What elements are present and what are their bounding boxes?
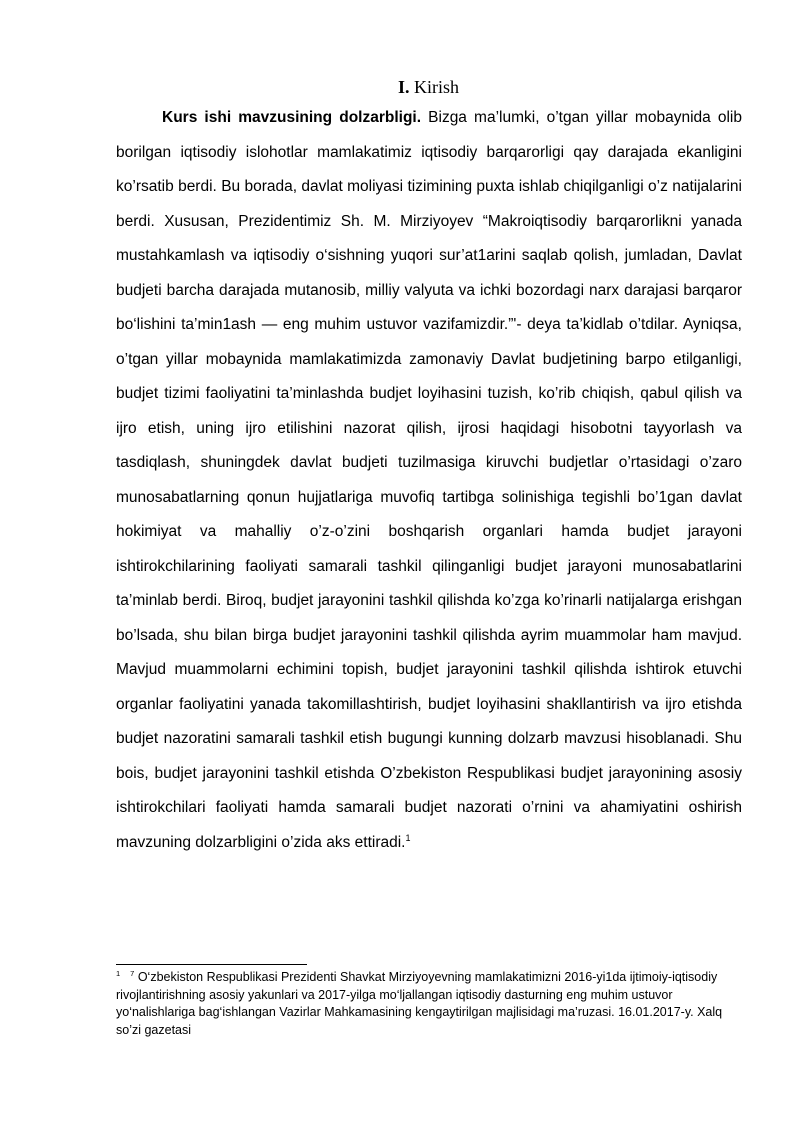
paragraph-text: Bizga ma’lumki, o’tgan yillar mobaynida olib borilgan iqtisodiy islohotlar mamlakatimiz iqtisodiy barqarorligi qay darajada ekanligini ko’rsatib berdi. Bu borada, davlat moliyasi tizimining puxta ishlab chiqilganligi o’z natijalarini berdi. Xususan, Prezidentimiz Sh. M. Mirziyoyev “Makroiqtisodiy barqarorlikni yanada mustahkamlash va iqtisodiy o‘sishning yuqori sur’at1arini saqlab qolish, jumladan, Davlat budjeti barcha darajada mutanosib, milliy valyuta va ichki bozordagi narx darajasi barqaror bo‘lishini ta’min1ash — eng muhim ustuvor vazifamizdir.”'- deya ta’kidlab o’tdilar. Ayniqsa, o’tgan yillar mobaynida mamlakatimizda zamonaviy Davlat budjetining barpo etilganligi, budjet tizimi faoliyatini ta’minlashda budjet loyihasini tuzish, ko’rib chiqish, qabul qilish va ijro etish, uning ijro etilishini nazorat qilish, ijrosi haqidagi hisobotni tayyorlash va tasdiqlash, shuningdek davlat budjeti tuzilmasiga kiruvchi budjetlar o’rtasidagi o’zaro munosabatlarning qonun hujjatlariga muvofiq tartibga solinishiga tegishli bo’1gan davlat hokimiyat va mahalliy o’z-o’zini boshqarish organlari hamda budjet jarayoni ishtirokchilarining faoliyati samarali tashkil qilinganligi budjet jarayoni munosabatlarini ta’minlab berdi. Biroq, budjet jarayonini tashkil qilishda ko’zga ko’rinarli natijalarga erishgan bo’lsada, shu bilan birga budjet jarayonini tashkil qilishda ayrim muammolar ham mavjud. Mavjud muammolarni echimini topish, budjet jarayonini tashkil qilishda ishtirok etuvchi organlar faoliyatini yanada takomillashtirish, budjet loyihasini shakllantirish va ijro etishda budjet nazoratini samarali tashkil etish bugungi kunning dolzarb mavzusi hisoblanadi. Shu bois, budjet jarayonini tashkil etishda O’zbekiston Respublikasi budjet jarayonining asosiy ishtirokchilari faoliyati hamda samarali budjet nazorati o’rnini va ahamiyatini oshirish mavzuning dolzarbligini o’zida aks ettiradi. (116, 109, 742, 851)
section-heading (0, 76, 800, 98)
footnote-reference[interactable]: 1 (405, 832, 411, 843)
footnote-text: O‘zbekiston Respublikasi Prezidenti Shavkat Mirziyoyevning mamlakatimizni 2016-yi1da ijtimoiy-iqtisodiy rivojlantirishning asosiy yakunlari va 2017-yilga mo‘ljallangan iqtisodiy dasturning eng muhim ustuvor yo‘nalishlariga bag‘ishlangan Vazirlar Mahkamasining kengaytirilgan majlisidagi ma’ruzasi. 16.01.2017-y. Xalq so’zi gazetasi (116, 970, 723, 1037)
paragraph-lead: Kurs ishi mavzusining dolzarbligi. (162, 109, 422, 126)
section-title: Kirish (414, 77, 459, 97)
footnote-separator (116, 964, 307, 965)
footnote (116, 969, 742, 1039)
footnote-inner-marker: 7 (130, 968, 135, 978)
footnote-marker: 1 (116, 968, 121, 978)
section-number: I. (397, 77, 410, 97)
body-paragraph (116, 101, 742, 860)
